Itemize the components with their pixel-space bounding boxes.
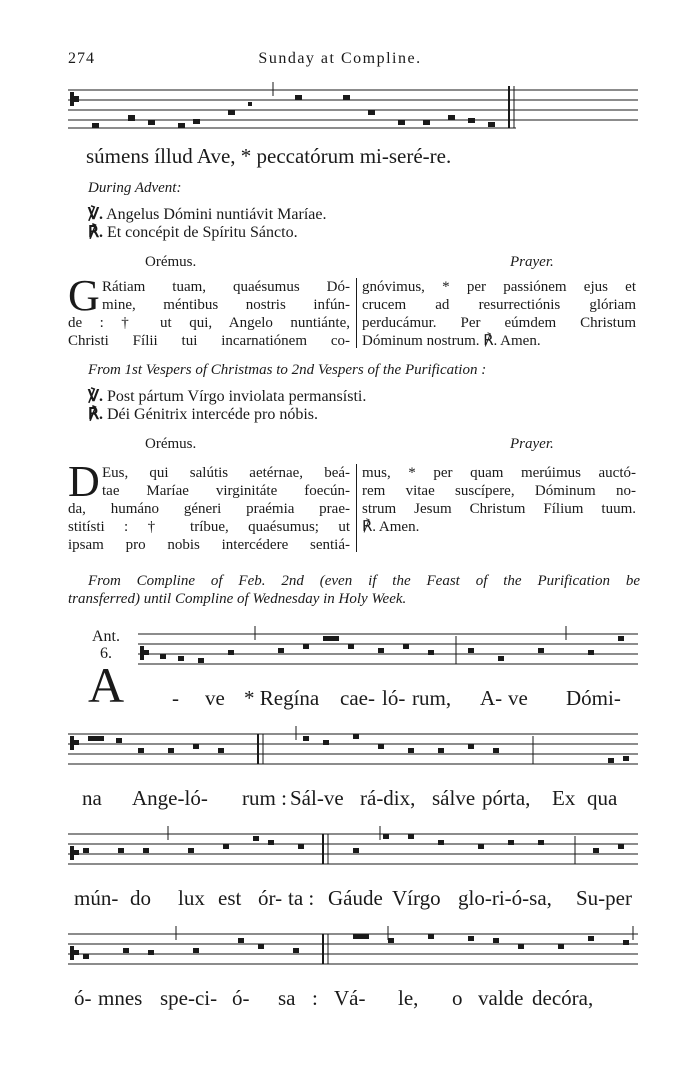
prayer-label: Prayer. <box>510 436 554 452</box>
column-divider <box>356 464 357 552</box>
rubric-advent: During Advent: <box>88 180 182 196</box>
drop-cap: G <box>68 271 100 320</box>
antiphon-mode: 6. <box>100 645 112 662</box>
prayer-right-column: mus, * per quam merúimus auctó- rem vitae suscípere, Dóminum no- strum Jesum Christum Fílium tuum. ℟. Amen. <box>362 465 636 535</box>
oremus-label: Orémus. <box>145 436 197 452</box>
oremus-label: Orémus. <box>145 254 197 270</box>
prayer-left-column-cont: da, humáno géneri praémia prae- stitísti : † tríbue, quaésumus; ut ipsam pro nobis intercédere sentiá- <box>68 501 350 553</box>
drop-cap: D <box>68 457 100 506</box>
antiphon-initial: A <box>88 657 125 713</box>
response-symbol: ℟. <box>88 224 103 241</box>
rubric-compline: From Compline of Feb. 2nd (even if the Feast of the Purification be transferred) until Compline of Wednesday in Holy Week. <box>68 573 640 607</box>
response-symbol: ℟. <box>88 406 103 423</box>
response-text: Et concépit de Spíritu Sáncto. <box>106 224 298 241</box>
rubric-christmas: From 1st Vespers of Christmas to 2nd Vespers of the Purification : <box>88 362 487 378</box>
column-divider <box>356 278 357 348</box>
response-text: Déi Génitrix intercéde pro nóbis. <box>106 406 318 423</box>
versicle-advent <box>88 204 326 224</box>
prayer-right-column: gnóvimus, * per passiónem ejus et crucem ad resurrectiónis glóriam perducámur. Per eúmdem Christum Dóminum nostrum. ℟. Amen. <box>362 279 636 349</box>
versicle-text: Angelus Dómini nuntiávit Maríae. <box>106 206 327 223</box>
chant-staff-3 <box>68 726 638 776</box>
versicle-symbol: ℣. <box>88 388 103 405</box>
lyrics-line-1: súmens íllud Ave, * peccatórum mi-seré-re. <box>86 144 452 168</box>
antiphon-label: Ant. 6. <box>86 628 126 662</box>
prayer-left-column-cont: de : † ut qui, Angelo nuntiánte, Christi Fílii tui incarnatiónem co- <box>68 315 350 349</box>
prayer-label: Prayer. <box>510 254 554 270</box>
versicle-christmas <box>88 386 366 406</box>
response-christmas <box>88 404 318 424</box>
prayer-left-column: Eus, qui salútis aetérnae, beá- tae Maríae virginitáte foecún- <box>102 465 350 499</box>
versicle-text: Post pártum Vírgo inviolata permansísti. <box>106 388 367 405</box>
versicle-symbol: ℣. <box>88 206 103 223</box>
prayer-left-column: Rátiam tuam, quaésumus Dó- mine, méntibus nostris infún- <box>102 279 350 313</box>
chant-staff-4 <box>68 826 638 876</box>
response-advent <box>88 222 298 242</box>
chant-staff-2 <box>138 626 638 676</box>
page-number: 274 <box>68 50 95 67</box>
page-title: Sunday at Compline. <box>258 50 422 67</box>
chant-staff-5 <box>68 926 638 976</box>
chant-staff-1 <box>68 82 638 132</box>
